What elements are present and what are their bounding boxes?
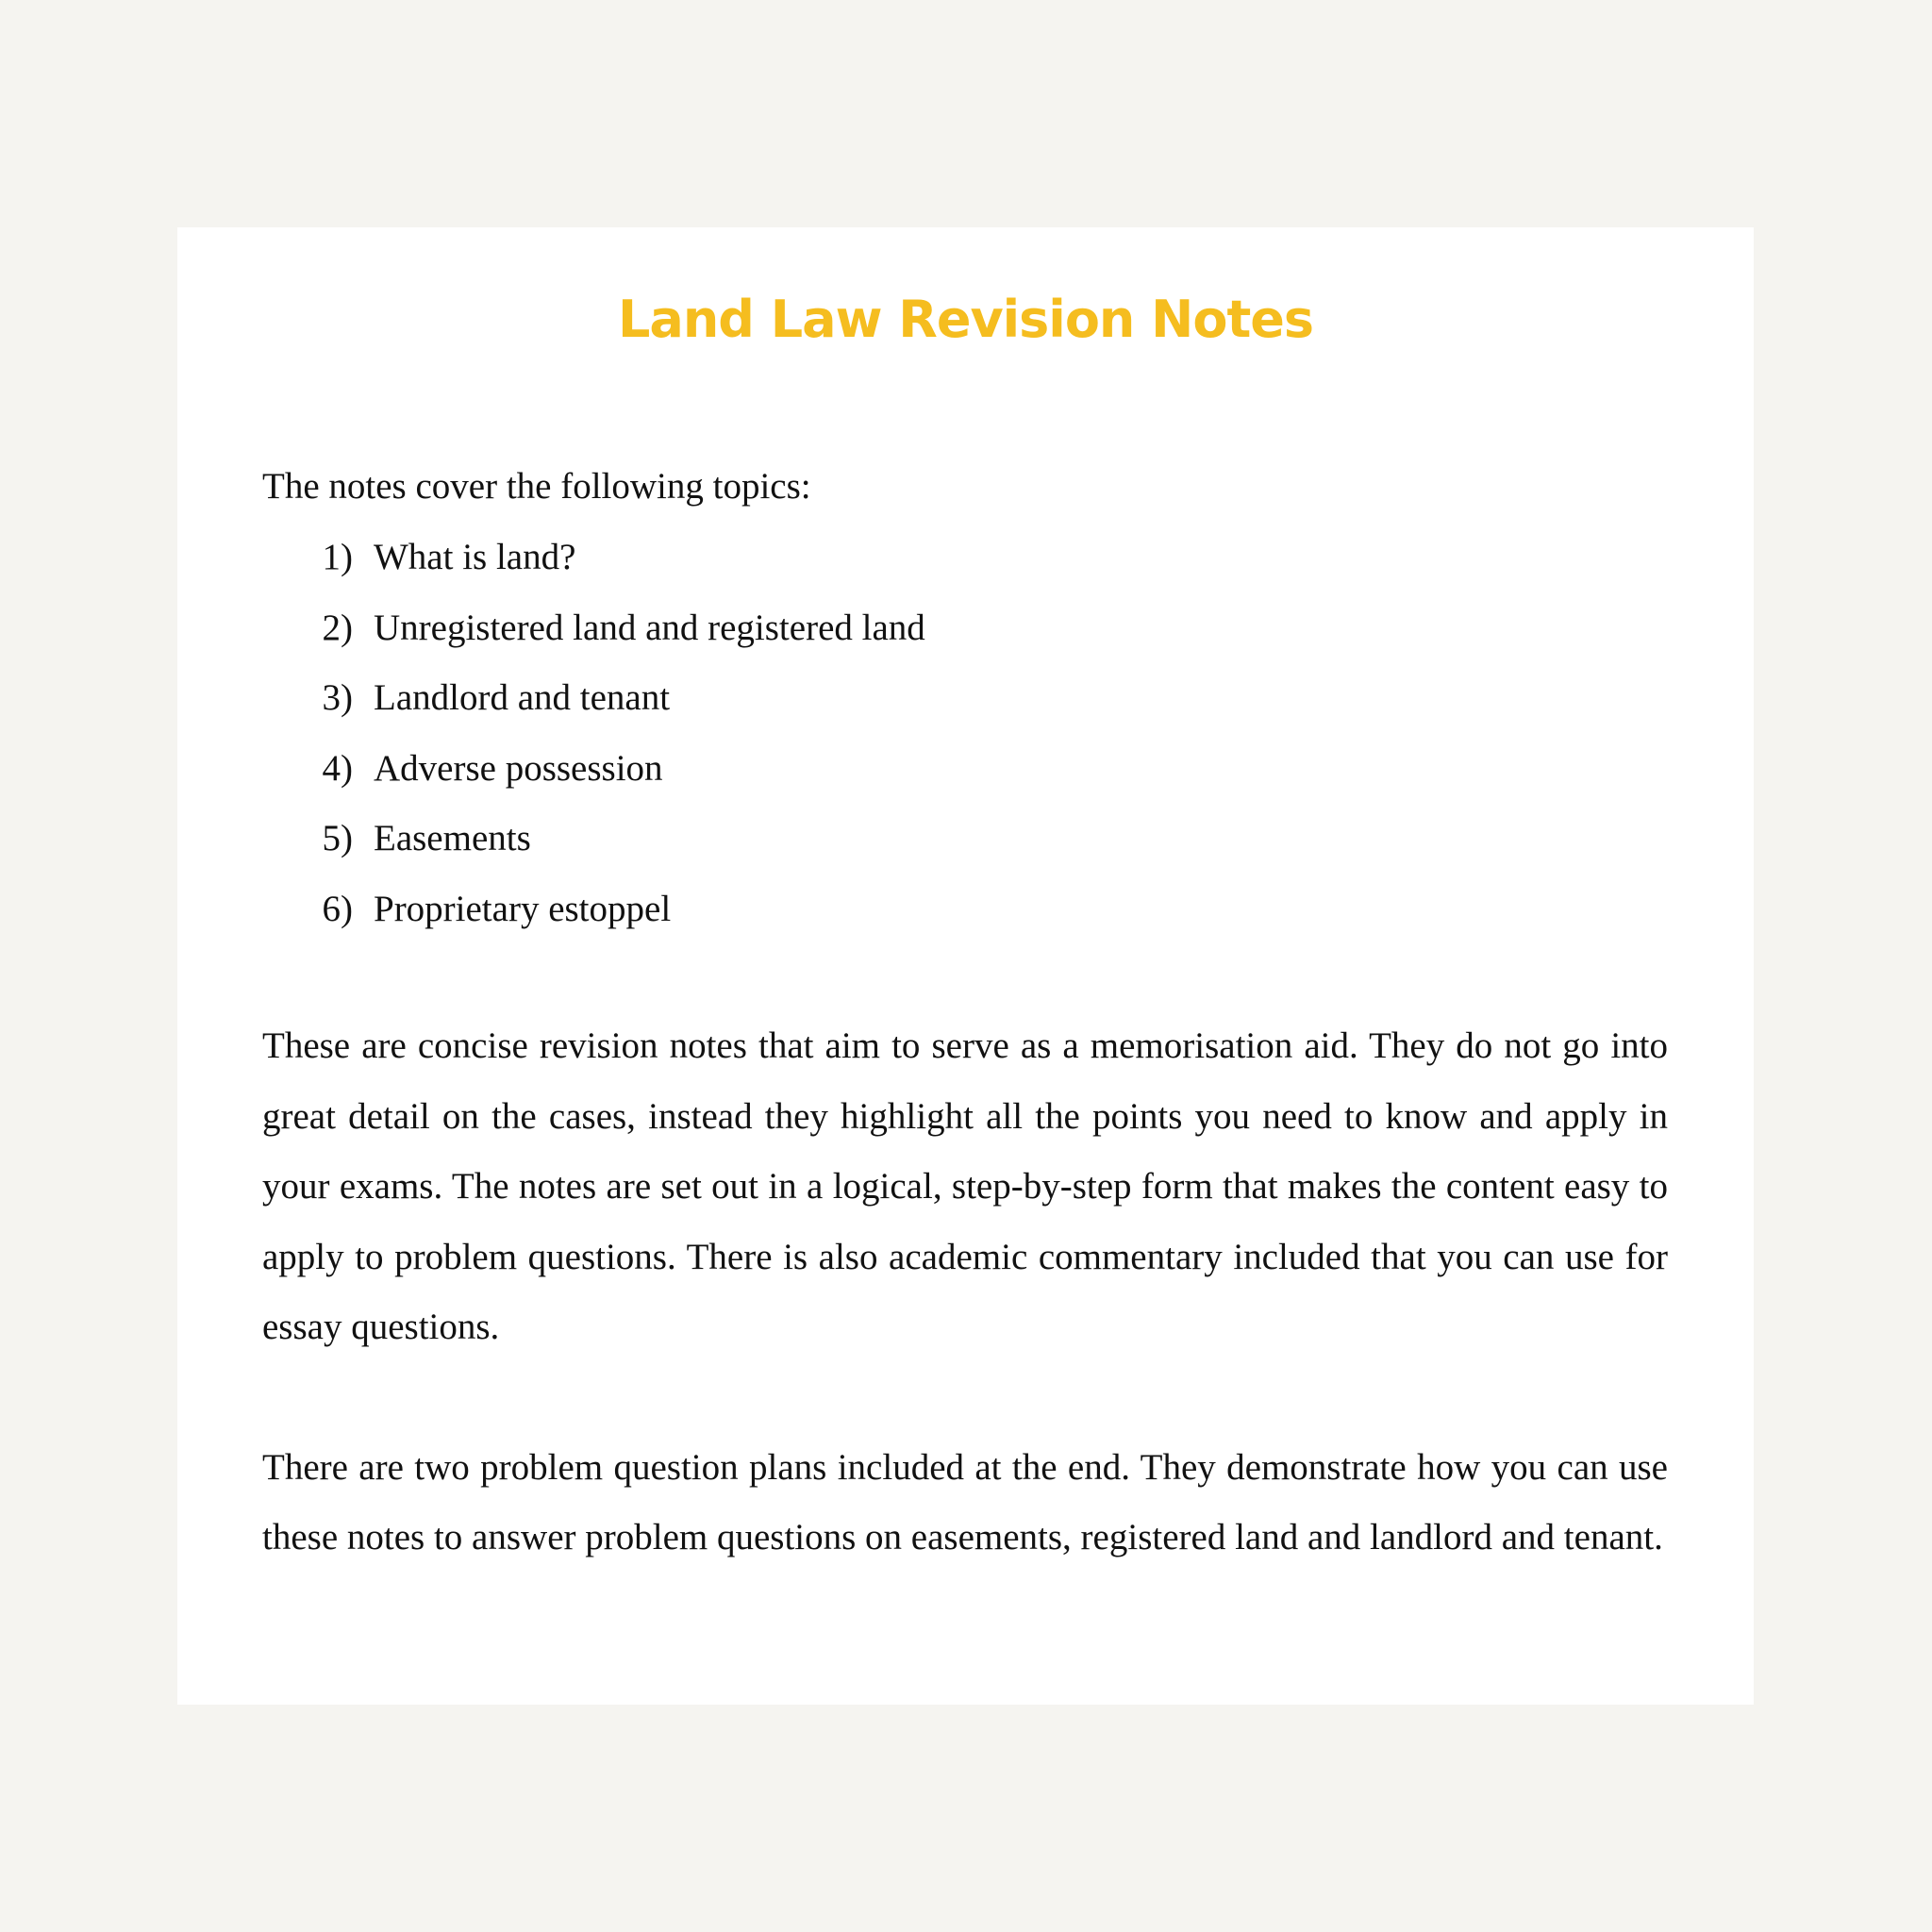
document-body bbox=[262, 463, 1668, 1574]
list-number: 1) bbox=[322, 537, 353, 577]
list-number: 6) bbox=[322, 888, 353, 929]
list-item bbox=[262, 886, 1668, 957]
list-item bbox=[262, 745, 1668, 816]
list-label: Adverse possession bbox=[374, 747, 663, 789]
topics-list bbox=[262, 534, 1668, 956]
list-label: Proprietary estoppel bbox=[374, 888, 672, 929]
document-page bbox=[177, 227, 1754, 1705]
list-item bbox=[262, 605, 1668, 675]
list-item bbox=[262, 675, 1668, 745]
list-label: What is land? bbox=[374, 537, 576, 577]
list-label: Easements bbox=[374, 818, 531, 858]
paragraph-problem-plans: There are two problem question plans included at the end. They demonstrate how you can use these notes to answer problem questions on easements, registered land and landlord and tenant. bbox=[262, 1446, 1668, 1557]
list-label: Landlord and tenant bbox=[374, 677, 671, 718]
paragraph-description: These are concise revision notes that aim to serve as a memorisation aid. They do not go into great detail on the cases, instead they highlight all the points you need to know and apply in your exams. The notes are set out in a logical, step-by-step form that makes the content easy to apply to problem questions. There is also academic commentary included that you can use for essay questions. bbox=[262, 1025, 1668, 1347]
document-title: Land Law Revision Notes bbox=[617, 290, 1314, 349]
list-number: 4) bbox=[322, 747, 353, 789]
list-label: Unregistered land and registered land bbox=[374, 607, 925, 648]
list-item bbox=[262, 815, 1668, 886]
list-number: 2) bbox=[322, 607, 353, 648]
list-number: 5) bbox=[322, 818, 353, 858]
topics-intro: The notes cover the following topics: bbox=[262, 466, 811, 507]
list-number: 3) bbox=[322, 677, 353, 718]
list-item bbox=[262, 534, 1668, 605]
